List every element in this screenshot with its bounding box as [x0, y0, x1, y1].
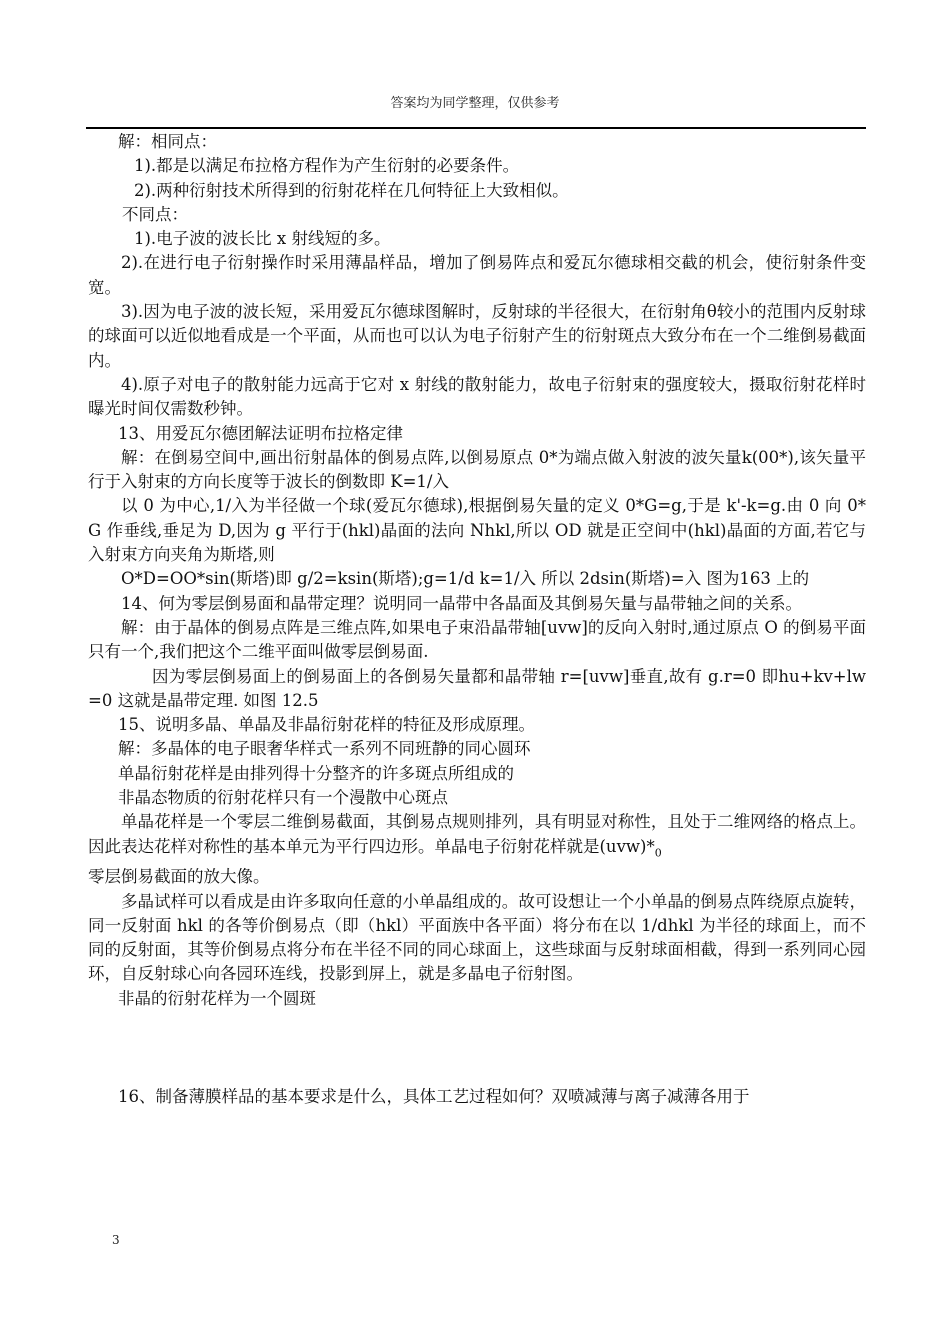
answer-14-part-2: 因为零层倒易面上的倒易面上的各倒易矢量都和晶带轴 r=[uvw]垂直,故有 g.r=0 即hu+kv+lw=0 这就是晶带定理. 如图 12.5 — [88, 666, 866, 710]
similarity-point-2: 2).两种衍射技术所得到的衍射花样在几何特征上大致相似。 — [134, 180, 569, 200]
answer-similarity-heading: 解：相同点： — [118, 132, 217, 151]
polycrystal-pattern-paragraph: 多晶试样可以看成是由许多取向任意的小单晶组成的。故可设想让一个小单晶的倒易点阵绕原点旋转，同一反射面 hkl 的各等价倒易点（即（hkl）平面族中各平面）将分布在以 1/dhkl 为半径的球面上，而不同的反射面，其等价倒易点将分布在半径不同的同心球面上，这些球面与反射球面相截，得到一系列同心园环，自反射球心向各园环连线，投影到屏上，就是多晶电子衍射图。 — [88, 891, 866, 984]
answer-15-polycrystal: 解：多晶体的电子眼奢华样式一系列不同班静的同心圆环 — [118, 739, 531, 759]
single-crystal-pattern-paragraph — [88, 810, 866, 889]
question-16: 16、制备薄膜样品的基本要求是什么，具体工艺过程如何？双喷减薄与离子减薄各用于 — [118, 1086, 750, 1106]
question-14: 14、何为零层倒易面和晶带定理？说明同一晶带中各晶面及其倒易矢量与晶带轴之间的关系。 — [121, 593, 802, 613]
answer-13-part-1: 解：在倒易空间中,画出衍射晶体的倒易点阵,以倒易原点 0*为端点做入射波的波矢量k(00*),该矢量平行于入射束的方向长度等于波长的倒数即 K=1/入 — [88, 447, 866, 492]
amorphous-pattern-paragraph: 非晶的衍射花样为一个圆斑 — [118, 988, 316, 1008]
answer-13-part-2: 以 0 为中心,1/入为半径做一个球(爱瓦尔德球),根据倒易矢量的定义 0*G=g,于是 k'-k=g.由 0 向 0*G 作垂线,垂足为 D,因为 g 平行于(hkl)晶面的法向 Nhkl,所以 OD 就是正空间中(hkl)晶面的方面,若它与入射束方向夹角为斯塔,则 — [88, 496, 866, 565]
difference-point-1: 1).电子波的波长比 x 射线短的多。 — [134, 229, 391, 249]
answer-15-amorphous: 非晶态物质的衍射花样只有一个漫散中心斑点 — [118, 788, 448, 808]
page-header: 答案均为同学整理，仅供参考 — [390, 96, 560, 111]
difference-point-4: 4).原子对电子的散射能力远高于它对 x 射线的散射能力，故电子衍射束的强度较大，摄取衍射花样时曝光时间仅需数秒钟。 — [88, 374, 866, 419]
header-rule — [86, 127, 866, 129]
similarity-point-1: 1).都是以满足布拉格方程作为产生衍射的必要条件。 — [134, 156, 520, 176]
single-crystal-pattern-tail: 零层倒易截面的放大像。 — [88, 867, 270, 887]
blank-space — [88, 1011, 866, 1085]
question-15: 15、说明多晶、单晶及非晶衍射花样的特征及形成原理。 — [118, 715, 535, 735]
answer-13-part-3: O*D=OO*sin(斯塔)即 g/2=ksin(斯塔);g=1/d k=1/入 所以 2dsin(斯塔)=入 图为163 上的 — [121, 569, 810, 589]
page-number: 3 — [112, 1233, 120, 1247]
answer-15-single-crystal: 单晶衍射花样是由排列得十分整齐的许多斑点所组成的 — [118, 763, 514, 783]
difference-heading: 不同点： — [122, 204, 188, 224]
question-13: 13、用爱瓦尔德团解法证明布拉格定律 — [118, 423, 403, 443]
document-body — [88, 130, 866, 1109]
difference-point-3: 3).因为电子波的波长短，采用爱瓦尔德球图解时，反射球的半径很大，在衍射角θ较小的范围内反射球的球面可以近似地看成是一个平面，从而也可以认为电子衍射产生的衍射斑点大致分布在一个二维倒易截面内。 — [88, 302, 866, 370]
subscript-zero: 0 — [654, 845, 662, 859]
answer-14-part-1: 解：由于晶体的倒易点阵是三维点阵,如果电子束沿晶带轴[uvw]的反向入射时,通过原点 O 的倒易平面只有一个,我们把这个二维平面叫做零层倒易面. — [88, 617, 866, 662]
difference-point-2: 2).在进行电子衍射操作时采用薄晶样品，增加了倒易阵点和爱瓦尔德球相交截的机会，使衍射条件变宽。 — [88, 253, 866, 297]
single-crystal-pattern-text: 单晶花样是一个零层二维倒易截面，其倒易点规则排列，具有明显对称性，且处于二维网络的格点上。因此表达花样对称性的基本单元为平行四边形。单晶电子衍射花样就是(uvw)* — [88, 812, 866, 856]
